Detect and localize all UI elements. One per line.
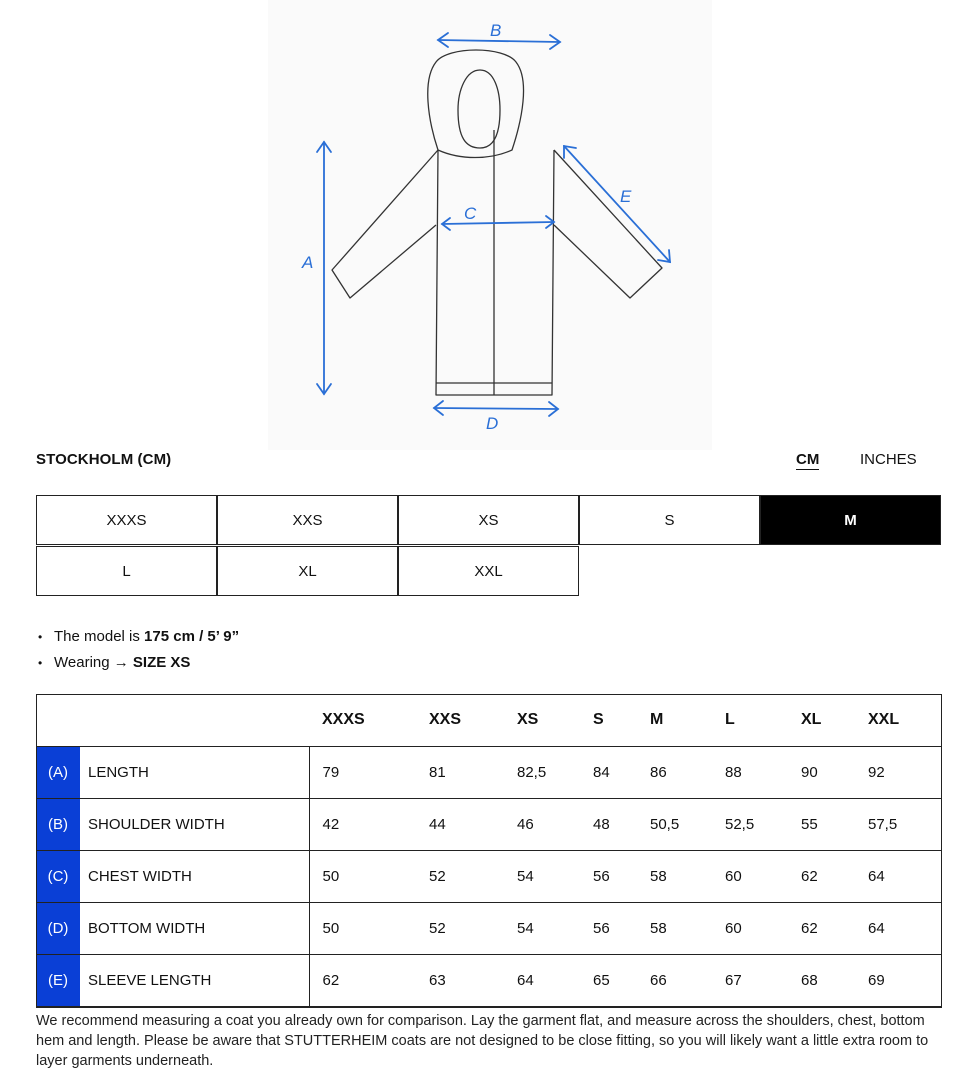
table-cell: 64 bbox=[855, 850, 942, 902]
table-cell: 58 bbox=[637, 902, 712, 954]
column-header: M bbox=[637, 694, 712, 746]
table-cell: 56 bbox=[580, 902, 637, 954]
table-cell: 62 bbox=[788, 850, 855, 902]
table-cell: 58 bbox=[637, 850, 712, 902]
table-row-sleeve-length bbox=[36, 954, 942, 1006]
table-cell: 79 bbox=[309, 746, 416, 798]
size-option-l[interactable]: L bbox=[36, 546, 217, 596]
coat-measurement-diagram bbox=[268, 0, 712, 440]
measuring-advice: We recommend measuring a coat you already own for comparison. Lay the garment flat, and measure across the shoulders, chest, bottom hem and length. Please be aware that STUTTERHEIM coats are not designed to be close fitting, so you will likely want a little extra room to layer garments underneath. bbox=[36, 1013, 929, 1069]
table-cell: 63 bbox=[416, 954, 504, 1006]
measurement-name: CHEST WIDTH bbox=[80, 850, 309, 902]
size-option-s[interactable]: S bbox=[579, 495, 760, 545]
table-cell: 52,5 bbox=[712, 798, 788, 850]
size-option-m[interactable]: M bbox=[760, 495, 941, 545]
bullet-icon: • bbox=[38, 656, 43, 670]
size-option-xxs[interactable]: XXS bbox=[217, 495, 398, 545]
column-header: XL bbox=[788, 694, 855, 746]
column-header: XXS bbox=[416, 694, 504, 746]
table-cell: 90 bbox=[788, 746, 855, 798]
bullet-icon: • bbox=[38, 630, 43, 644]
table-cell: 54 bbox=[504, 850, 580, 902]
table-row-bottom-width bbox=[36, 902, 942, 954]
column-header: XXL bbox=[855, 694, 942, 746]
table-cell: 57,5 bbox=[855, 798, 942, 850]
table-row-shoulder-width bbox=[36, 798, 942, 850]
table-row-length bbox=[36, 746, 942, 798]
table-cell: 60 bbox=[712, 902, 788, 954]
column-header: L bbox=[712, 694, 788, 746]
table-cell: 62 bbox=[788, 902, 855, 954]
measurement-name: SHOULDER WIDTH bbox=[80, 798, 309, 850]
size-option-xs[interactable]: XS bbox=[398, 495, 579, 545]
label-b: B bbox=[490, 21, 502, 40]
model-size-value: SIZE XS bbox=[132, 654, 191, 671]
table-cell: 62 bbox=[309, 954, 416, 1006]
model-info bbox=[38, 624, 239, 676]
model-size-prefix: Wearing → bbox=[54, 654, 133, 671]
label-c: C bbox=[464, 204, 477, 223]
model-height-note bbox=[38, 624, 239, 650]
measurement-code: (E) bbox=[36, 954, 80, 1006]
table-cell: 86 bbox=[637, 746, 712, 798]
table-cell: 64 bbox=[504, 954, 580, 1006]
measurement-code: (A) bbox=[36, 746, 80, 798]
table-cell: 52 bbox=[416, 850, 504, 902]
model-size-note bbox=[38, 650, 239, 676]
table-row-chest-width bbox=[36, 850, 942, 902]
table-cell: 65 bbox=[580, 954, 637, 1006]
page-title: STOCKHOLM (CM) bbox=[36, 451, 172, 468]
model-height-value: 175 cm / 5’ 9” bbox=[144, 628, 240, 645]
column-header: XS bbox=[504, 694, 580, 746]
table-cell: 42 bbox=[309, 798, 416, 850]
table-cell: 56 bbox=[580, 850, 637, 902]
measurement-name: LENGTH bbox=[80, 746, 309, 798]
table-cell: 88 bbox=[712, 746, 788, 798]
table-cell: 67 bbox=[712, 954, 788, 1006]
size-option-xl[interactable]: XL bbox=[217, 546, 398, 596]
measurement-code: (B) bbox=[36, 798, 80, 850]
table-cell: 64 bbox=[855, 902, 942, 954]
table-cell: 55 bbox=[788, 798, 855, 850]
unit-toggle-inches[interactable]: INCHES bbox=[860, 451, 917, 468]
table-cell: 52 bbox=[416, 902, 504, 954]
table-cell: 84 bbox=[580, 746, 637, 798]
label-e: E bbox=[620, 187, 632, 206]
label-d: D bbox=[486, 414, 499, 433]
table-header-row bbox=[36, 694, 942, 746]
table-cell: 66 bbox=[637, 954, 712, 1006]
table-cell: 82,5 bbox=[504, 746, 580, 798]
table-cell: 69 bbox=[855, 954, 942, 1006]
table-cell: 50,5 bbox=[637, 798, 712, 850]
size-option-xxl[interactable]: XXL bbox=[398, 546, 579, 596]
table-cell: 48 bbox=[580, 798, 637, 850]
table-cell: 54 bbox=[504, 902, 580, 954]
measurement-code: (C) bbox=[36, 850, 80, 902]
measurement-name: SLEEVE LENGTH bbox=[80, 954, 309, 1006]
unit-toggle-cm[interactable]: CM bbox=[796, 451, 820, 468]
measurement-name: BOTTOM WIDTH bbox=[80, 902, 309, 954]
table-cell: 92 bbox=[855, 746, 942, 798]
table-cell: 50 bbox=[309, 902, 416, 954]
column-header: S bbox=[580, 694, 637, 746]
model-height-prefix: The model is bbox=[54, 628, 145, 645]
table-cell: 60 bbox=[712, 850, 788, 902]
size-option-xxxs[interactable]: XXXS bbox=[36, 495, 217, 545]
measurement-code: (D) bbox=[36, 902, 80, 954]
table-cell: 50 bbox=[309, 850, 416, 902]
label-a: A bbox=[302, 253, 314, 272]
table-cell: 81 bbox=[416, 746, 504, 798]
table-cell: 68 bbox=[788, 954, 855, 1006]
size-chart-table bbox=[36, 694, 942, 1007]
table-cell: 44 bbox=[416, 798, 504, 850]
column-header: XXXS bbox=[309, 694, 416, 746]
table-cell: 46 bbox=[504, 798, 580, 850]
